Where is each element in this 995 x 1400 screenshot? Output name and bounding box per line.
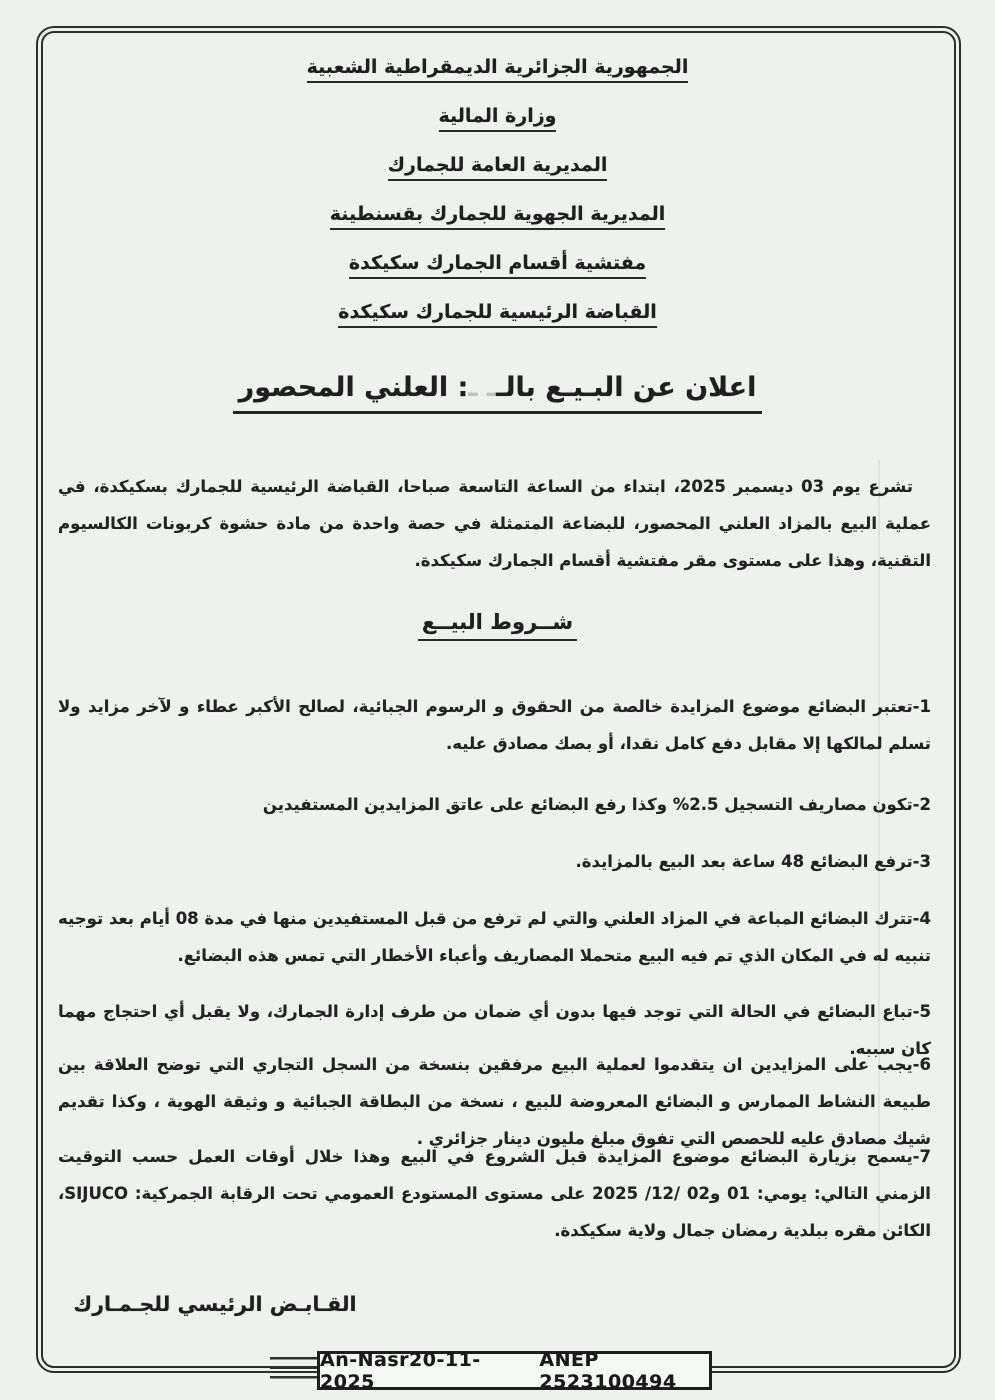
title-faded-gap: ـ ـ <box>468 372 497 403</box>
signature-title: القـابـض الرئيسي للجـمـارك <box>73 1292 357 1316</box>
condition-item-5: 5-تباع البضائع في الحالة التي توجد فيها بدون أي ضمان من طرف إدارة الجمارك، ولا يقبل أي احتجاج مهما كان سببه. <box>58 1002 931 1058</box>
condition-item-2: 2-تكون مصاريف التسجيل 2.5% وكذا رفع البضائع على عاتق المزايدين المستفيدين <box>262 795 931 814</box>
sale-conditions-heading: شــروط البيــع <box>0 610 995 634</box>
letterhead <box>0 52 995 346</box>
footer-anep-number: ANEP 2523100494 <box>539 1348 677 1393</box>
footer-left-rules <box>270 1357 318 1382</box>
intro-paragraph: تشرع يوم 03 ديسمبر 2025، ابتداء من الساعة التاسعة صباحا، القباضة الرئيسية للجمارك بسكيكدة، في عملية البيع بالمزاد العلني المحصور، للبضاعة المتمثلة في حصة واحدة من مادة حشوة كربونات الكالسيوم التقنية، وهذا على مستوى مقر مفتشية أقسام الجمارك سكيكدة. <box>58 477 931 570</box>
condition-item-6: 6-يجب على المزايدين ان يتقدموا لعملية البيع مرفقين بنسخة من السجل التجاري التي توضح العلاقة بين طبيعة النشاط الممارس و البضائع المعروضة للبيع ، نسخة من البطاقة الجبائية و وثيقة الهوية ، وكذا تقديم شيك مصادق عليه للحصص التي تفوق مبلغ مليون دينار جزائري . <box>58 1055 931 1148</box>
letterhead-line-republic: الجمهورية الجزائرية الديمقراطية الشعبية <box>0 52 995 83</box>
letterhead-line-collection-office: القباضة الرئيسية للجمارك سكيكدة <box>0 297 995 328</box>
condition-item-7: 7-يسمح بزيارة البضائع موضوع المزايدة قبل الشروع في البيع وهذا خلال أوقات العمل حسب التوقيت الزمني التالي: يومي: 01 و02 /12/ 2025 على مستوى المستودع العمومي تحت الرقابة الجمركية: SIJUCO، الكائن مقره ببلدية رمضان جمال ولاية سكيكدة. <box>58 1147 931 1240</box>
letterhead-line-regional-directorate: المديرية الجهوية للجمارك بقسنطينة <box>0 199 995 230</box>
letterhead-line-general-directorate: المديرية العامة للجمارك <box>0 150 995 181</box>
document-title <box>0 372 995 414</box>
condition-item-3: 3-ترفع البضائع 48 ساعة بعد البيع بالمزايدة. <box>575 852 931 871</box>
letterhead-line-inspectorate: مفتشية أقسام الجمارك سكيكدة <box>0 248 995 279</box>
title-right-part: اعلان عن البـيـع بالـ <box>496 372 757 403</box>
condition-item-1: 1-تعتبر البضائع موضوع المزايدة خالصة من الحقوق و الرسوم الجبائية، لصالح الأكبر عطاء و لآخر مزايد ولا تسلم لمالكها إلا مقابل دفع كامل نقدا، أو بصك مصادق عليه. <box>58 697 931 753</box>
footer-publisher-date: An-Nasr20-11-2025 <box>320 1348 481 1393</box>
condition-item-4: 4-تترك البضائع المباعة في المزاد العلني والتي لم ترفع من قبل المستفيدين منها في مدة 08 أيام بعد توجيه تنبيه له في المكان الذي تم فيه البيع متحملا المصاريف وأعباء الأخطار التي تمس هذه البضائع. <box>58 909 931 965</box>
letterhead-line-ministry: وزارة المالية <box>0 101 995 132</box>
title-left-part: : العلني المحصور <box>238 372 469 403</box>
anep-footer-box <box>317 1348 712 1393</box>
